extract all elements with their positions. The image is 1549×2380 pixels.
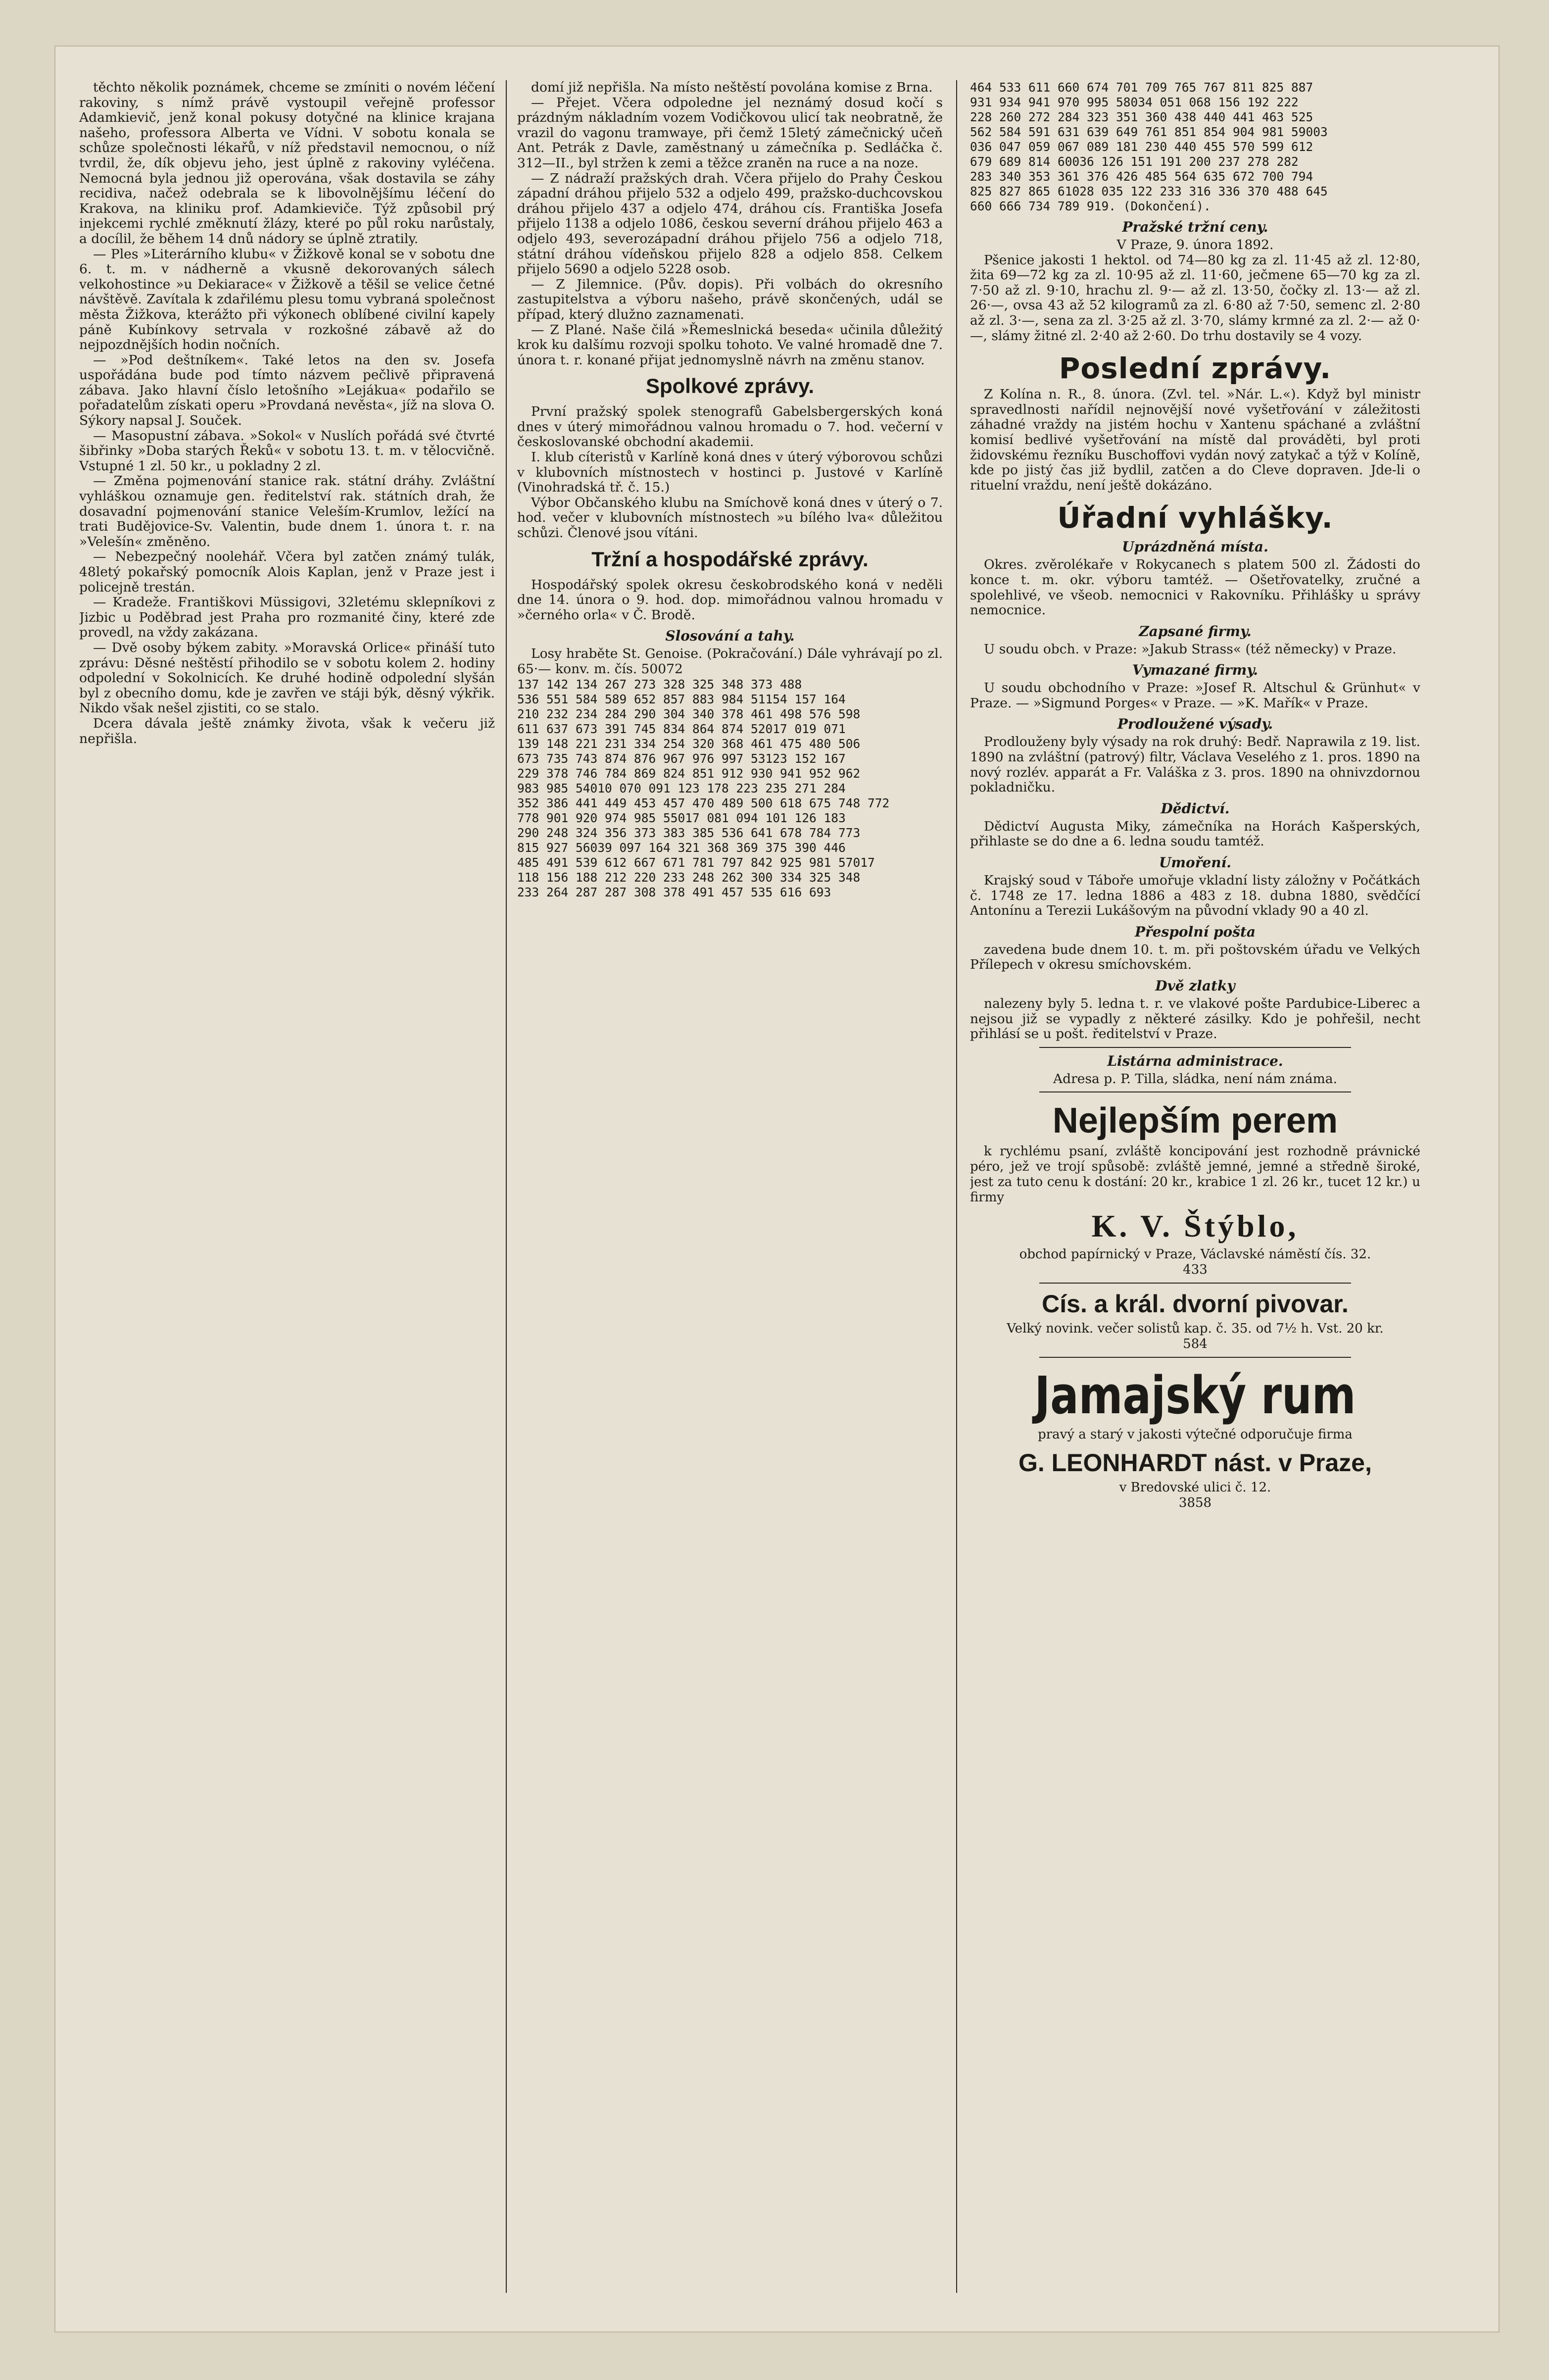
lottery-row: 778 901 920 974 985 55017 081 094 101 126 183: [517, 810, 846, 825]
lottery-row: 931 934 941 970 995 58034 051 068 156 192 222: [970, 95, 1299, 109]
subheading-cancellation: Umoření.: [1159, 854, 1232, 871]
lottery-row: 139 148 221 231 334 254 320 368 461 475 480 506: [517, 736, 861, 751]
article-end: Dcera dávala ještě známky života, však k večeru již nepřišla.: [79, 715, 495, 746]
lottery-row: 137 142 134 267 273 328 325 348 373 488: [517, 677, 802, 692]
section-heading-official: Úřadní vyhlášky.: [1057, 501, 1333, 535]
ad-pen-firm: K. V. Štýblo,: [1091, 1208, 1299, 1244]
lottery-row: 229 378 746 784 869 824 851 912 930 941 952 962: [517, 766, 861, 781]
lottery-row: 228 260 272 284 323 351 360 438 440 441 463 525: [970, 110, 1313, 124]
notice-post: zavedena bude dnem 10. t. m. při poštovském úřadu ve Velkých Přílepech v okresu smíchovském.: [970, 942, 1420, 973]
lottery-row: 485 491 539 612 667 671 781 797 842 925 981 57017: [517, 855, 875, 870]
ad-brewery-text: Velký novink. večer solistů kap. č. 35. od 7½ h. Vst. 20 kr.: [1007, 1321, 1384, 1337]
article-umbrella: — »Pod deštníkem«. Také letos na den sv. Josefa uspořádána bude pod tímto názvem pečlivě připravená zábava. Jako hlavní číslo letošního »Lejákua« podařilo se pořadatelům získati operu »Provdaná nevěsta«, jíž na slova O. Sýkory napsal J. Souček.: [79, 352, 495, 429]
heading-market-prices: Pražské tržní ceny.: [1122, 219, 1268, 235]
notice-inheritance: Dědictví Augusta Miky, zámečníka na Horách Kašperských, přihlaste se do dne a 6. ledna soudu tamtéž.: [970, 818, 1420, 849]
notice-patents: Prodlouženy byly výsady na rok druhý: Bedř. Naprawila z 19. list. 1890 na zvláštní (patrový) filtr, Václava Veselého z 1. pros. 1890 na nový rozlév. apparát a Fr. Valáška z 3. pros. 1890 na ohnivzdornou pokladničku.: [970, 734, 1420, 795]
subheading-found-coins: Dvě zlatky: [1155, 978, 1235, 994]
article-run-over: — Přejet. Včera odpoledne jel neznámý dosud kočí s prázdným nákladním vozem Vodičkovou ulicí tak neobratně, že vrazil do vagonu tramwaye, při čemž 15letý zámečnický učeň Ant. Petrák z Davle, zaměstnaný u zámečníka p. Sedláčka č. 312—II., byl stržen k zemi a těžce zraněn na ruce a na noze.: [517, 95, 943, 171]
ad-rum-code: 3858: [1178, 1495, 1212, 1511]
divider: [1039, 1091, 1351, 1092]
subheading-deleted-firms: Vymazané firmy.: [1132, 662, 1259, 679]
notice-found-coins: nalezeny byly 5. ledna t. r. ve vlakové pošte Pardubice-Liberec a nejsou již se vypadly z některé zásilky. Kdo je pohřešil, necht přihlásí se u pošt. ředitelství v Praze.: [970, 996, 1420, 1042]
club-citerists: I. klub cíteristů v Karlíně koná dnes v úterý výborovou schůzi v klubovních místnostech v hostinci p. Justové v Karlíně (Vinohradská tř. č. 15.): [517, 449, 943, 496]
ad-rum-title: Jamajský rum: [1034, 1365, 1356, 1426]
ad-pen-code: 433: [1183, 1262, 1208, 1278]
lottery-numbers: [517, 677, 943, 900]
newspaper-page: [54, 46, 1500, 2332]
section-heading-latest: Poslední zprávy.: [1059, 351, 1332, 386]
subheading-post: Přespolní pošta: [1134, 923, 1256, 940]
lottery-intro: Losy hraběte St. Genoise. (Pokračování.) Dále vyhrávají po zl. 65·— konv. m. čís. 50072: [517, 646, 943, 677]
ad-rum-firm: G. LEONHARDT nást. v Praze,: [1018, 1449, 1372, 1477]
divider: [1039, 1283, 1351, 1284]
article-bull: — Dvě osoby býkem zabity. »Moravská Orlice« přináší tuto zprávu: Děsné neštěstí přihodilo se v sobotu kolem 2. hodiny odpolední v Sokolnicích. Ke druhé hodině odpolední slyšán byl z obecního domu, kde je zavřen ve stáji býk, děsný výkřik. Nikdo však nešel zjistiti, co se stalo.: [79, 640, 495, 716]
market-dateline: V Praze, 9. února 1892.: [1116, 237, 1274, 252]
subheading-vacancies: Uprázdněná místa.: [1122, 539, 1268, 555]
ad-rum-text: pravý a starý v jakosti výtečné odporučuje firma: [1038, 1427, 1353, 1442]
article-cancer: těchto několik poznámek, chceme se zmíniti o novém léčení rakoviny, s nímž právě vystoupil veřejně professor Adamkievič, jenž konal pokusy dotyčné na klinice krajana našeho, professora Alberta ve Vídni. V sobotu konala se schůze společnosti lékařů, v níž představil nemocnou, o níž tvrdil, že, dík objevu jeho, jest úplně z rakoviny vyléčena. Nemocná byla jednou již operována, však dostavila se záhy recidiva, načež odebrala se k libovolnějšímu léčení do Krakova, na kliniku prof. Adamkieviče. Týž způsobil prý injekcemi rychlé změknutí žlázy, které po půl roku narůstaly, a docílil, že během 14 dnů nádory se úplně ztratily.: [79, 80, 495, 247]
lottery-row: 283 340 353 361 376 426 485 564 635 672 700 794: [970, 169, 1313, 184]
lottery-row: 464 533 611 660 674 701 709 765 767 811 825 887: [970, 80, 1313, 95]
subheading-registered-firms: Zapsané firmy.: [1139, 623, 1252, 640]
article-thefts: — Kradeže. Františkovi Müssigovi, 32letému sklepníkovi z Jizbic u Poděbrad jest Praha pro rozmanité činy, které zde provedl, na vždy zakázana.: [79, 595, 495, 641]
lottery-row: 825 827 865 61028 035 122 233 316 336 370 488 645: [970, 184, 1328, 198]
column-middle: [517, 80, 943, 2293]
lottery-row: 536 551 584 589 652 857 883 984 51154 157 164: [517, 692, 846, 706]
subheading-inheritance: Dědictví.: [1161, 800, 1230, 817]
article-ball: — Ples »Literárního klubu« v Žižkově konal se v sobotu dne 6. t. m. v nádherně a vkusně dekorovaných sálech velkohostince »u Dekiarace« v Žižkově a těšil se velice četné návštěvě. Zavítala k zdařilému plesu tomu vybraná společnost města Žižkova, kterážto při výkonech oblíbené civilní kapely páně Kubínkovy setrvala v rozkošné zábavě až do nejpozdnějších hodin nočních.: [79, 246, 495, 353]
ad-pen-address: obchod papírnický v Praze, Václavské náměstí čís. 32.: [1019, 1247, 1371, 1262]
market-prices: Pšenice jakosti 1 hektol. od 74—80 kg za zl. 11·45 až zl. 12·80, žita 69—72 kg za zl. 10·95 až zl. 11·60, ječmene 65—70 kg za zl. 7·50 až zl. 9·10, hrachu zl. 9·— až zl. 13·50, čočky zl. 13·— až zl. 26·—, ovsa 43 až 52 kilogramů za zl. 6·80 až 7·50, semenc zl. 2·80 až zl. 3·—, sena za zl. 3·25 až zl. 3·70, slámy krmné za zl. 2·— až 0·—, slámy žitné zl. 2·40 až 2·60. Do trhu dostavily se 4 vozy.: [970, 252, 1420, 344]
notice-registered-firms: U soudu obch. v Praze: »Jakub Strass« (též německy) v Praze.: [984, 641, 1397, 657]
article-station-rename: — Změna pojmenování stanice rak. státní dráhy. Zvláštní vyhláškou oznamuje gen. ředitelství rak. státních drah, že dosavadní pojmenování stanice Veleším-Krumlov, ležící na trati Budějovice-Sv. Valentin, bude dnem 1. února t. r. na »Velešín« změněno.: [79, 473, 495, 549]
section-heading-clubs: Spolkové zprávy.: [645, 374, 815, 398]
divider: [1039, 1047, 1351, 1048]
ad-brewery: [970, 1289, 1420, 1352]
lottery-row: 673 735 743 874 876 967 976 997 53123 152 167: [517, 751, 846, 766]
market-notice: Hospodářský spolek okresu českobrodského koná v neděli dne 14. února o 9. hod. dop. mimořádnou valnou hromadu v »černého orla« v Č. Brodě.: [517, 577, 943, 623]
club-citizens: Výbor Občanského klubu na Smíchově koná dnes v úterý o 7. hod. večer v klubovních místnostech »u bílého lva« důležitou schůzi. Členové jsou vítáni.: [517, 495, 943, 541]
column-rule: [956, 80, 957, 2293]
lottery-row: 679 689 814 60036 126 151 191 200 237 278 282: [970, 154, 1299, 169]
column-rule: [506, 80, 507, 2293]
ad-brewery-title: Cís. a král. dvorní pivovar.: [1042, 1290, 1349, 1318]
notice-deleted-firms: U soudu obchodního v Praze: »Josef R. Altschul & Grünhut« v Praze. — »Sigmund Porges« v Praze. — »K. Mařík« v Praze.: [970, 680, 1420, 711]
lottery-row: 290 248 324 356 373 383 385 536 641 678 784 773: [517, 825, 861, 840]
subheading-patents: Prodloužené výsady.: [1117, 716, 1273, 733]
lottery-row: 611 637 673 391 745 834 864 874 52017 019 071: [517, 721, 846, 736]
column-right: [970, 80, 1420, 2293]
lottery-row: 210 232 234 284 290 304 340 378 461 498 576 598: [517, 706, 861, 721]
ad-pen-text: k rychlému psaní, zvláště koncipování jest rozhodně právnické péro, jež ve trojí spůsobě: zvláště jemné, jemné a středně široké, jest za tuto cenu k dostání: 20 kr., krabice 1 zl. 26 kr., tucet 12 kr.) u firmy: [970, 1144, 1420, 1205]
lottery-numbers-continued: [970, 80, 1420, 214]
section-heading-market: Tržní a hospodářské zprávy.: [591, 547, 869, 571]
lottery-row: 562 584 591 631 639 649 761 851 854 904 981 59003: [970, 125, 1328, 139]
article-continuation: domí již nepřišla. Na místo neštěstí povolána komise z Brna.: [531, 80, 933, 95]
lottery-row: 118 156 188 212 220 233 248 262 300 334 325 348: [517, 870, 861, 885]
article-tramp: — Nebezpečný noolehář. Včera byl zatčen známý tulák, 48letý pokařský pomocník Alois Kaplan, jenž v Praze jest i policejně trestán.: [79, 549, 495, 595]
divider: [1039, 1357, 1351, 1358]
subheading-admin-letters: Listárna administrace.: [1107, 1052, 1283, 1069]
notice-vacancies: Okres. zvěrolékaře v Rokycanech s platem 500 zl. Žádosti do konce t. m. okr. výboru tamtéž. — Ošetřovatelky, zručné a spolehlivé, ve všeob. nemocnici v Rakovníku. Přihlášky u správy nemocnice.: [970, 557, 1420, 618]
article-plana: — Z Plané. Naše čilá »Řemeslnická beseda« učinila důležitý krok ku dalšímu rozvoji spolku tohoto. Ve valné hromadě dne 7. února t. r. konané přijat jednomyslně návrh na změnu stanov.: [517, 322, 943, 368]
article-jilemnice: — Z Jilemnice. (Pův. dopis). Při volbách do okresního zastupitelstva a výboru našeho, právě skončených, udál se případ, který dlužno zaznamenati.: [517, 276, 943, 322]
lottery-row: 815 927 56039 097 164 321 368 369 375 390 446: [517, 840, 846, 855]
lottery-row: 352 386 441 449 453 457 470 489 500 618 675 748 772: [517, 795, 890, 810]
column-left: [79, 80, 495, 2293]
ad-brewery-code: 584: [1183, 1337, 1208, 1352]
article-carnival: — Masopustní zábava. »Sokol« v Nuslích pořádá své čtvrté šibřinky »Doba starých Řeků« v sobotu 13. t. m. v tělocvičně. Vstupné 1 zl. 50 kr., u pokladny 2 zl.: [79, 428, 495, 474]
lottery-row: 233 264 287 287 308 378 491 457 535 616 693: [517, 885, 831, 899]
article-kolin: Z Kolína n. R., 8. února. (Zvl. tel. »Nár. L.«). Když byl ministr spravedlnosti nařídil nejnovější nové vyšetřování v záležitosti záhadné vraždy na jistém hochu v Xantenu spáchané a zvláštní komisí bedlivé vyšetřování na místě dal prováděti, byl proti židovskému řezníku Buschoffovi vydán nový zatykač a týž v Kolíně, kde po jistý čas již bydlil, zatčen a do Cleve dopraven. Jde-li o rituelní vraždu, není ještě dokázáno.: [970, 387, 1420, 493]
lottery-row: 660 666 734 789 919. (Dokončení).: [970, 199, 1211, 213]
notice-admin-letters: Adresa p. P. Tilla, sládka, není nám známa.: [1053, 1071, 1337, 1087]
article-stations: — Z nádraží pražských drah. Včera přijelo do Prahy Českou západní dráhou přijelo 532 a odjelo 499, pražsko-duchcovskou dráhou přijelo 437 a odjelo 474, dráhou cís. Františka Josefa přijelo 1138 a odjelo 1086, českou severní dráhou přijelo 463 a odjelo 493, severozápadní dráhou přijelo 756 a odjelo 718, státní dráhou vídeňskou přijelo 828 a odjelo 858. Celkem přijelo 5690 a odjelo 5228 osob.: [517, 170, 943, 277]
ad-pen: [970, 1100, 1420, 1278]
lottery-row: 983 985 54010 070 091 123 178 223 235 271 284: [517, 781, 846, 795]
ad-pen-title: Nejlepším perem: [1052, 1101, 1338, 1141]
notice-cancellation: Krajský soud v Táboře umořuje vkladní listy záložny v Počátkách č. 1748 ze 17. ledna 1886 a 483 z 18. dubna 1880, svědčící Antonínu a Terezii Lukášovým na původní vklady 90 a 40 zl.: [970, 873, 1420, 919]
club-stenographers: První pražský spolek stenografů Gabelsbergerských koná dnes v úterý mimořádnou valnou hromadu o 7. hod. večerní v českoslovanské obchodní akademii.: [517, 404, 943, 450]
ad-rum-address: v Bredovské ulici č. 12.: [1119, 1480, 1271, 1495]
subheading-lottery: Slosování a tahy.: [665, 628, 795, 645]
lottery-row: 036 047 059 067 089 181 230 440 455 570 599 612: [970, 140, 1313, 154]
ad-rum: [970, 1365, 1420, 1511]
